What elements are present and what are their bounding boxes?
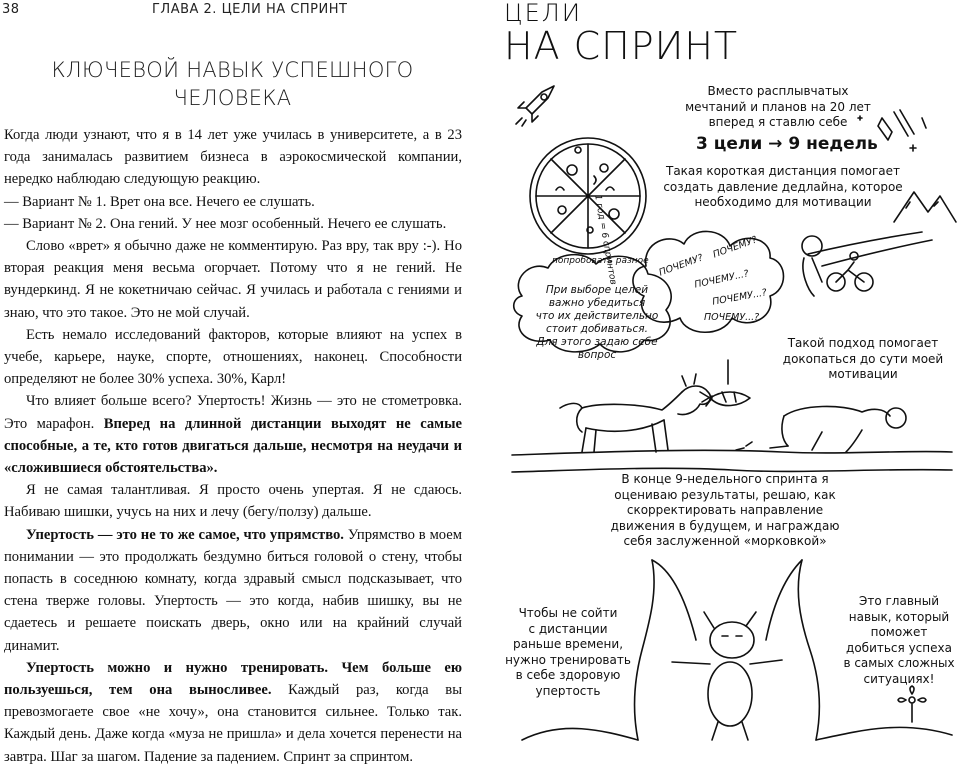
title-line-1: ЦЕЛИ — [504, 0, 582, 27]
pizza-icon — [530, 138, 646, 254]
cyclist-icon — [827, 252, 873, 291]
goat-climber-icon — [672, 612, 782, 740]
paragraph-6-bold: Вперед на длинной дистанции выходят не самые способные, а те, кто готов двигаться дальше, несмотря на неудачи и «сложившиеся обстоятельства». — [4, 415, 462, 477]
paragraph-3: — Вариант № 2. Она гений. У нее мозг особенный. Нечего ее слушать. — [4, 215, 447, 232]
carrot-icon — [700, 360, 750, 406]
page-number: 38 — [2, 2, 20, 17]
note-deadline-line-3: необходимо для мотивации — [694, 195, 872, 209]
donkey-icon — [560, 374, 710, 452]
cloud-line-5: Для этого задаю себе вопрос — [536, 336, 658, 361]
note-left-line-2: с дистанции — [528, 621, 608, 636]
paragraph-8-text: Упрямство в моем понимании — это продолжать бездумно биться головой о стену, чтобы попасть в соседнюю комнату, когда здравый смысл подсказывает, что стена тверже головы. Упертость — это когда, набив шишку, вы не сдаетесь и решаете поискать дверь, окно или на крайний случай динамит. — [4, 526, 462, 654]
paragraph-8-bold: Упертость — это не то же самое, что упрямство. — [26, 526, 344, 543]
note-right — [840, 594, 958, 687]
note-sprint-line-2: оцениваю результаты, решаю, как — [614, 487, 836, 502]
why-1: ПОЧЕМУ? — [657, 252, 705, 279]
note-left-line-3: раньше времени, — [512, 637, 624, 651]
note-sprint-line-3: скорректировать направление — [626, 503, 824, 517]
note-motivation-line-1: Такой подход помогает — [787, 336, 939, 350]
left-page — [0, 0, 480, 765]
pizza-side-label: 1 год = 6 спринтов — [592, 194, 618, 286]
note-top-line-3: вперед я ставлю себе — [708, 115, 848, 129]
section-title — [0, 56, 465, 112]
note-motivation-line-2: докопаться до сути моей — [782, 351, 944, 366]
note-sprint-line-4: движения в будущем, и награждаю — [610, 518, 840, 533]
note-left-line-4: нужно тренировать — [505, 652, 631, 667]
why-5: ПОЧЕМУ...? — [704, 312, 760, 323]
right-page — [482, 0, 965, 754]
note-right-line-5: в самых сложных — [843, 656, 955, 670]
note-deadline — [658, 164, 908, 211]
paragraph-1: Когда люди узнают, что я в 14 лет уже училась в университете, а в 23 года занималась развитием бизнеса в аэрокосмической компании, нередко наблюдаю следующую реакцию. — [4, 127, 462, 188]
cloud-line-4: стоит добиваться. — [546, 323, 648, 335]
note-top-line-2: мечтаний и планов на 20 лет — [685, 99, 871, 114]
why-3: ПОЧЕМУ...? — [693, 268, 750, 291]
paragraph-9 — [4, 657, 462, 768]
note-sprint — [610, 472, 840, 550]
why-4: ПОЧЕМУ...? — [711, 287, 768, 308]
note-left-line-6: упертость — [535, 683, 601, 698]
flower-icon — [898, 686, 926, 722]
character-icon — [802, 236, 822, 296]
paragraph-2: — Вариант № 1. Врет она все. Нечего ее слушать. — [4, 193, 315, 210]
page-title — [504, 0, 738, 66]
note-left — [498, 606, 638, 699]
note-deadline-line-1: Такая короткая дистанция помогает — [666, 164, 900, 178]
note-right-line-4: добиться успеха — [846, 640, 952, 655]
note-right-line-2: навык, который — [848, 609, 950, 624]
chapter-title: ГЛАВА 2. ЦЕЛИ НА СПРИНТ — [152, 2, 348, 17]
note-motivation-line-3: мотивации — [828, 367, 898, 381]
note-top-line-1: Вместо расплывчатых — [707, 84, 849, 98]
note-right-line-3: поможет — [870, 625, 928, 639]
rocket-icon — [516, 86, 554, 126]
paragraph-7: Я не самая талантливая. Я просто очень упертая. Я не сдаюсь. Набиваю шишки, учусь на них и лечу (бегу/ползу) дальше. — [4, 482, 462, 521]
cloud-line-3: что их действительно — [535, 310, 659, 322]
note-motivation — [778, 336, 948, 383]
ground-line — [512, 450, 952, 455]
why-2: ПОЧЕМУ? — [711, 234, 759, 261]
section-title-line-2: ЧЕЛОВЕКА — [173, 86, 292, 110]
crawling-person-icon — [736, 406, 906, 452]
note-right-line-6: ситуациях! — [863, 671, 935, 686]
paragraph-5: Есть немало исследований факторов, которые влияют на успех в учебе, карьере, науке, спорте, отношениях, наконец. Способности определяют не более 30% успеха. 30%, Карл! — [4, 326, 462, 388]
paragraph-8 — [4, 524, 462, 657]
paragraph-9-bold: Упертость можно и нужно тренировать. Чем больше ею пользуешься, тем она выносливее. — [4, 659, 462, 699]
body-text — [4, 124, 462, 768]
note-left-line-1: Чтобы не сойти — [518, 606, 618, 620]
note-left-line-5: в себе здоровую — [515, 668, 621, 682]
pizza-bottom-label: попробовать разное — [552, 256, 649, 266]
paragraph-9-text: Каждый раз, когда вы превозмогаете свое «не хочу», она становится сильнее. Только так. Каждый день. Даже когда «муза не пришла» и дела хочется перенести на завтра. Шаг за шагом. Падение за падением. Спринт за спринтом. — [4, 682, 462, 765]
note-sprint-line-5: себя заслуженной «морковкой» — [623, 534, 827, 548]
goal-handwritten: 3 цели → 9 недель — [696, 134, 878, 154]
note-deadline-line-2: создать давление дедлайна, которое — [663, 179, 903, 194]
cloud-line-2: важно убедиться — [548, 297, 646, 309]
paragraph-4: Слово «врет» я обычно даже не комментирую. Раз вру, так вру :-). Но вторая реакция меня весьма огорчает. Потому что я не гений. Не вундеркинд. Я не кокетничаю сейчас. Я училась и работала с гениями и знаю, что это такое. Это не мой случай. — [4, 238, 462, 321]
note-sprint-line-1: В конце 9-недельного спринта я — [621, 472, 829, 486]
paragraph-6-text: Что влияет больше всего? Упертость! Жизнь — это не стометровка. Это марафон. — [4, 393, 462, 432]
cloud-line-1: При выборе целей — [545, 284, 649, 296]
note-right-line-1: Это главный — [858, 594, 940, 608]
paragraph-6 — [4, 390, 462, 479]
thought-cloud-text — [522, 284, 672, 362]
note-top — [658, 84, 898, 131]
section-title-line-1: КЛЮЧЕВОЙ НАВЫК УСПЕШНОГО — [51, 58, 414, 82]
title-line-2: НА СПРИНТ — [504, 24, 739, 68]
